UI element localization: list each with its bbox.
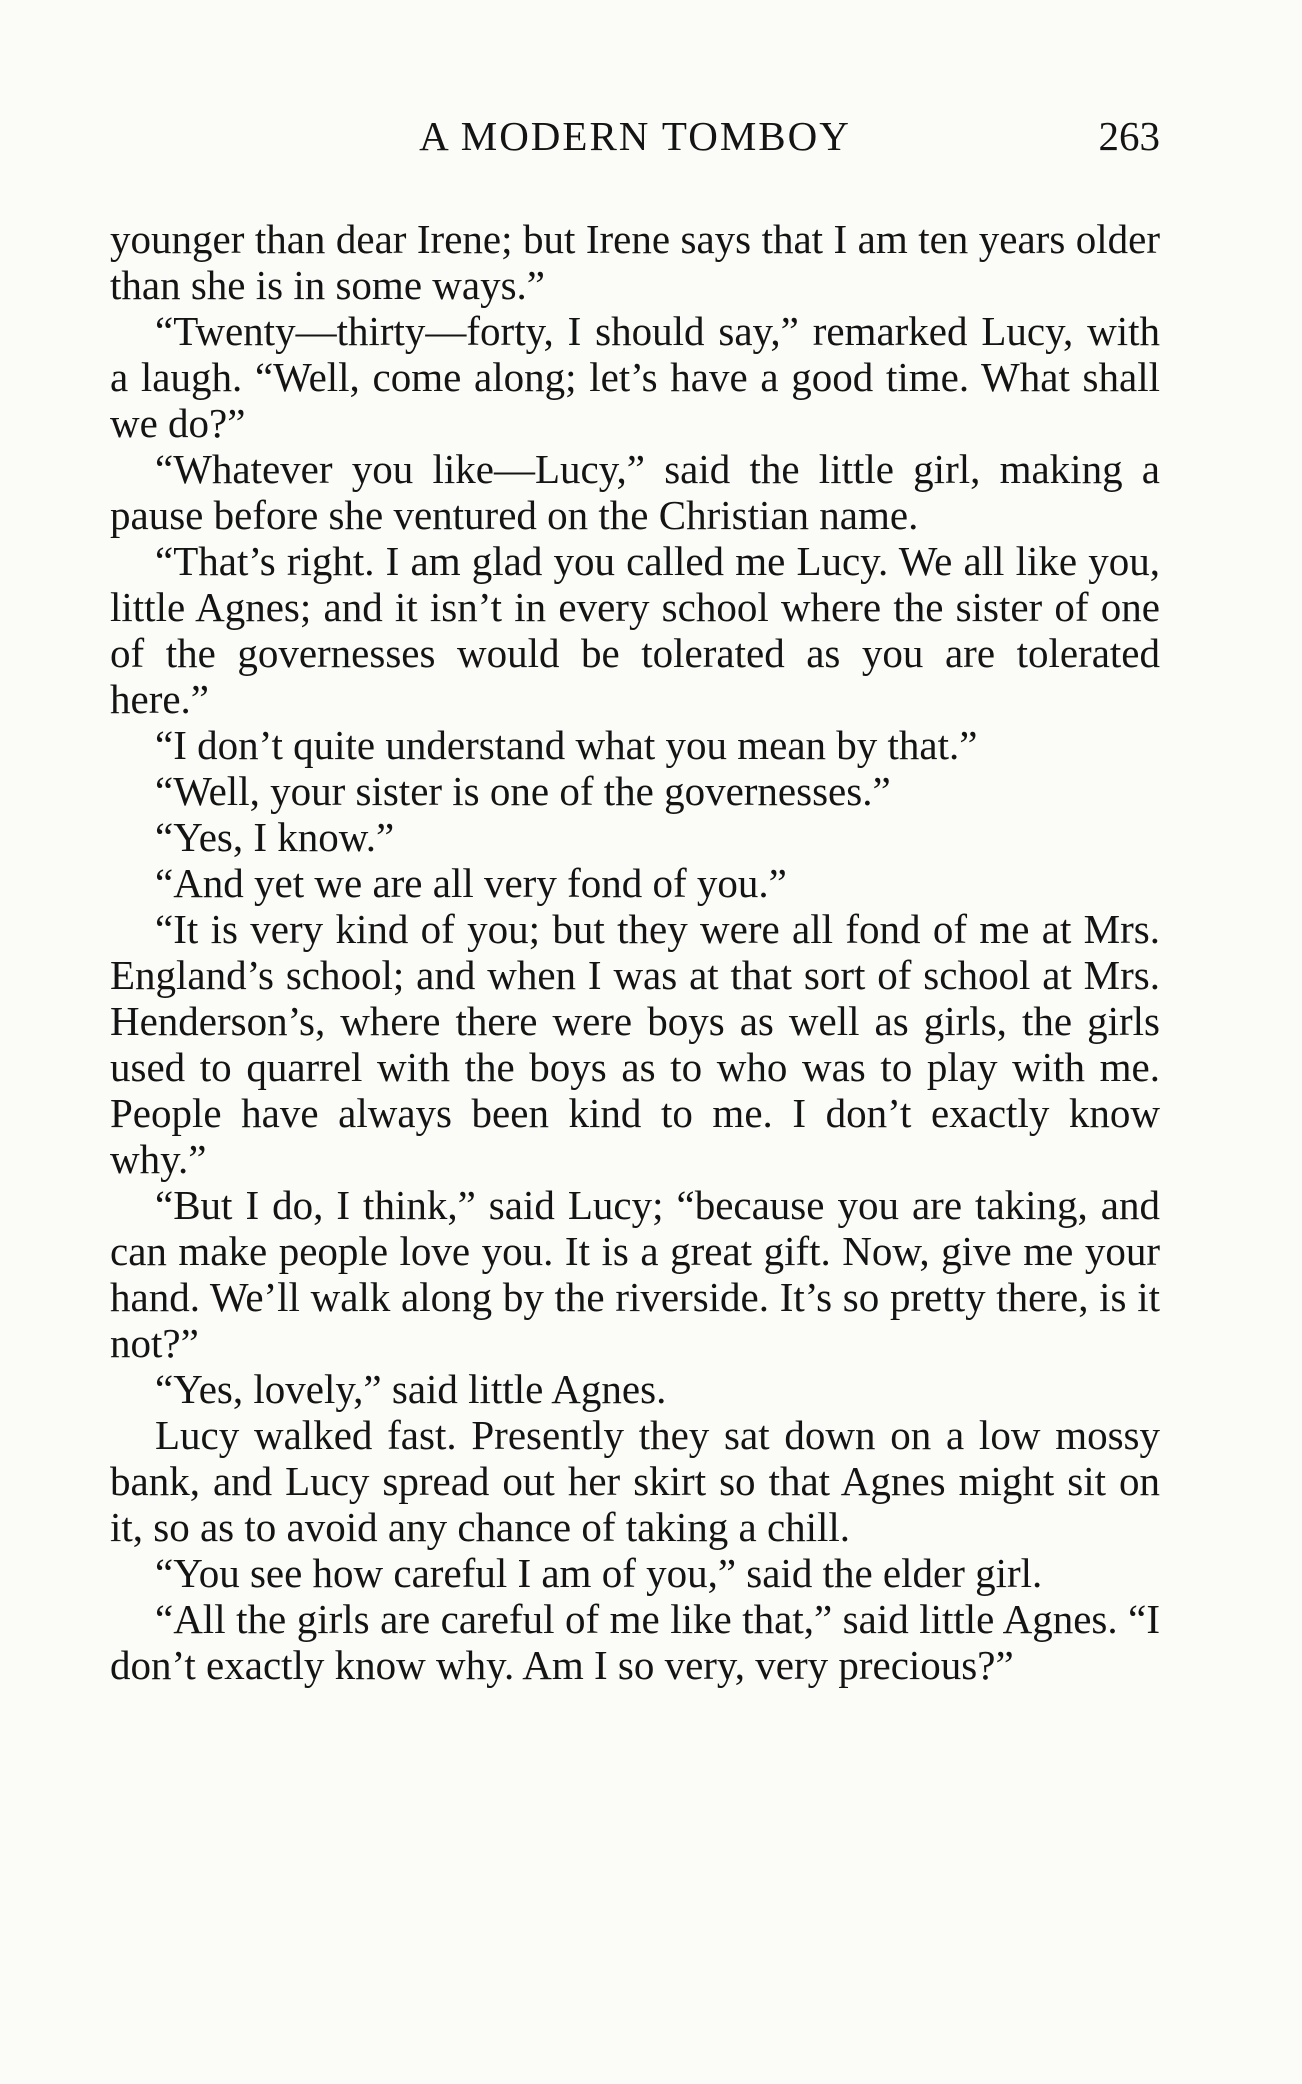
paragraph: “Twenty—thirty—forty, I should say,” remarked Lucy, with a laugh. “Well, come along; let’s have a good time. What shall we do?” xyxy=(110,308,1160,446)
paragraph: “You see how careful I am of you,” said the elder girl. xyxy=(155,1550,1043,1596)
paragraph: “Whatever you like—Lucy,” said the little girl, making a pause before she ventured on the Christian name. xyxy=(110,446,1160,538)
paragraph: “That’s right. I am glad you called me Lucy. We all like you, little Agnes; and it isn’t in every school where the sister of one of the governesses would be tolerated as you are tolerated here.” xyxy=(110,538,1160,722)
paragraph: “And yet we are all very fond of you.” xyxy=(155,860,787,906)
page-number: 263 xyxy=(1098,113,1160,159)
running-title: A MODERN TOMBOY xyxy=(419,113,851,159)
paragraph: younger than dear Irene; but Irene says that I am ten years older than she is in some ways.” xyxy=(110,216,1160,308)
paragraph: “It is very kind of you; but they were all fond of me at Mrs. England’s school; and when I was at that sort of school at Mrs. Henderson’s, where there were boys as well as girls, the girls used to quarrel with the boys as to who was to play with me. People have always been kind to me. I don’t exactly know why.” xyxy=(110,906,1160,1182)
paragraph: “Well, your sister is one of the governesses.” xyxy=(155,768,891,814)
page-header xyxy=(110,112,1160,168)
paragraph: “I don’t quite understand what you mean by that.” xyxy=(155,722,978,768)
paragraph: “All the girls are careful of me like that,” said little Agnes. “I don’t exactly know why. Am I so very, very precious?” xyxy=(110,1596,1160,1688)
paragraph: Lucy walked fast. Presently they sat down on a low mossy bank, and Lucy spread out her skirt so that Agnes might sit on it, so as to avoid any chance of taking a chill. xyxy=(110,1412,1160,1550)
paragraph: “Yes, lovely,” said little Agnes. xyxy=(155,1366,667,1412)
paragraph: “Yes, I know.” xyxy=(155,814,395,860)
paragraph: “But I do, I think,” said Lucy; “because you are taking, and can make people love you. It is a great gift. Now, give me your hand. We’ll walk along by the riverside. It’s so pretty there, is it not?” xyxy=(110,1182,1160,1366)
body-text xyxy=(110,216,1160,1688)
